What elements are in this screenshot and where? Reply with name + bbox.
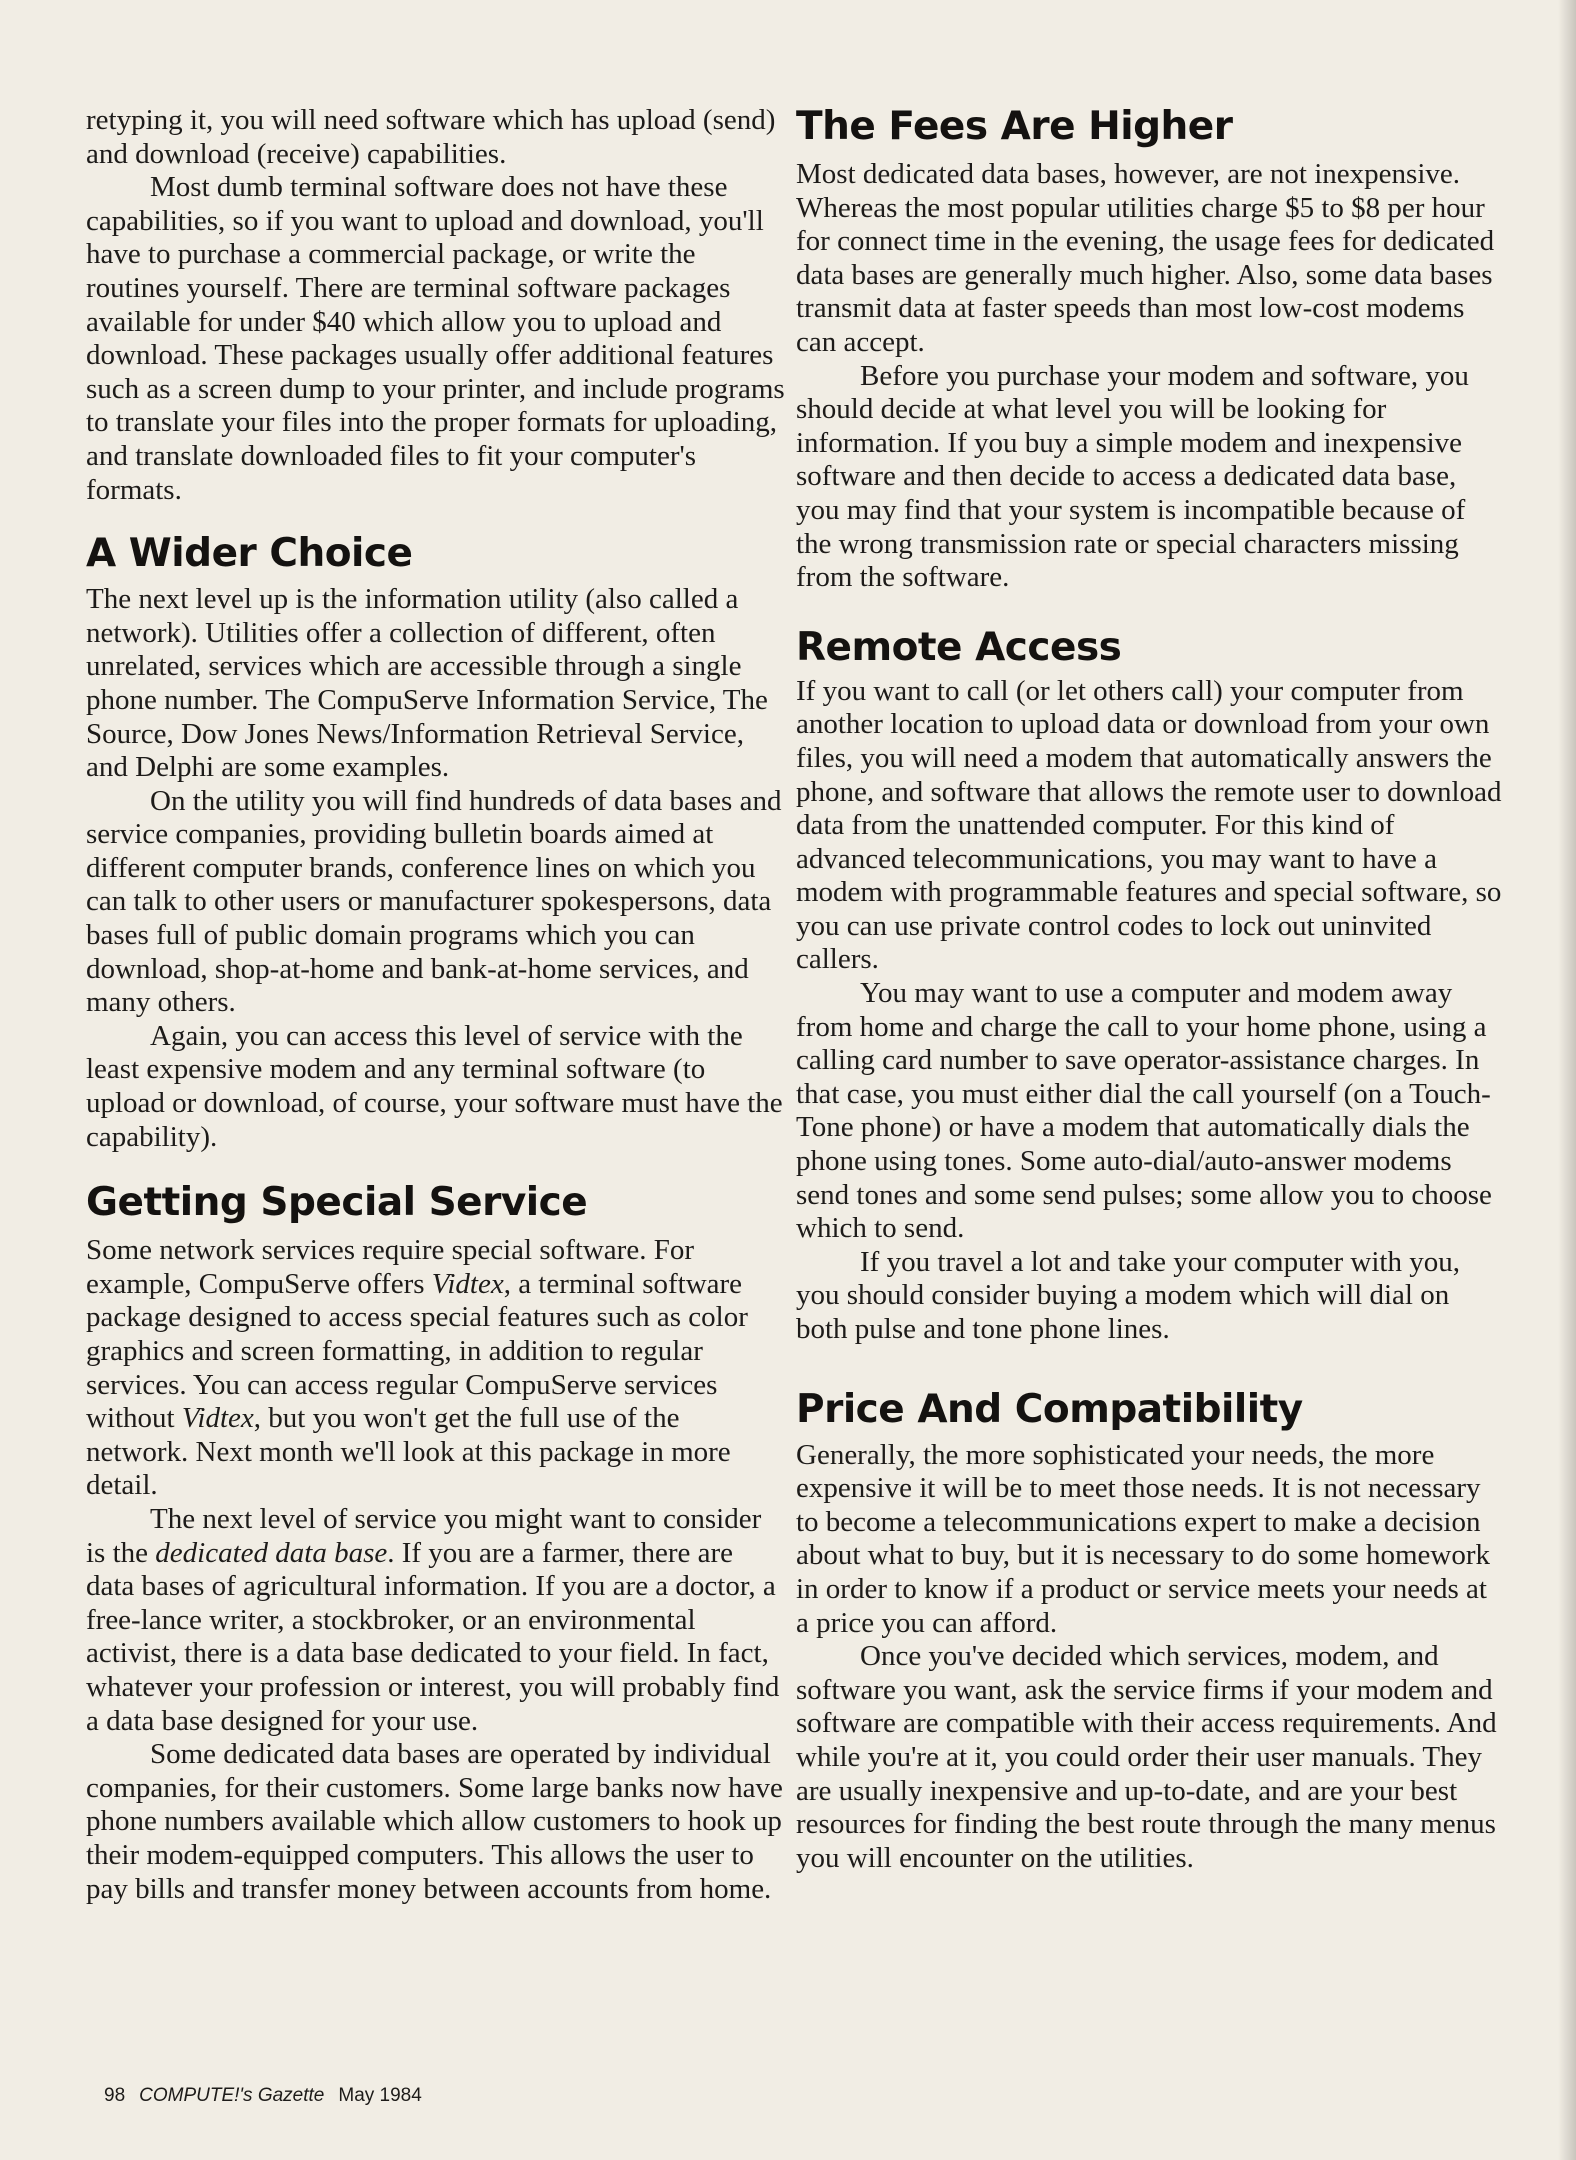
paragraph: Most dedicated data bases, however, are not inexpensive. Whereas the most popular utilities charge $5 to $8 per hour for connect time in the evening, the usage fees for dedicated data bases are generally much higher. Also, some data bases transmit data at faster speeds than most low-cost modems can accept. bbox=[796, 158, 1495, 358]
paragraph: retyping it, you will need software which has upload (send) and download (receive) capabilities. bbox=[86, 104, 776, 170]
paragraph: If you want to call (or let others call) your computer from another location to upload data or download from your own files, you will need a modem that automatically answers the phone, and software that allows the remote user to download data from the unattended computer. For this kind of advanced telecommunications, you may want to have a modem with programmable features and special software, so you can use private control codes to lock out uninvited callers. bbox=[796, 674, 1502, 976]
paragraph: Most dumb terminal software does not have these capabilities, so if you want to upload and download, you'll have to purchase a commercial package, or write the routines yourself. There are terminal software packages available for under $40 which allow you to upload and download. These packages usually offer additional features such as a screen dump to your printer, and include programs to translate your files into the proper formats for uploading, and translate downloaded files to fit your computer's formats. bbox=[86, 171, 785, 506]
section-heading-remote-access: Remote Access bbox=[796, 624, 1122, 670]
paragraph bbox=[86, 1234, 786, 1503]
text-run: The next level of service you might want to consider is the bbox=[86, 1502, 762, 1569]
magazine-name: COMPUTE!'s Gazette bbox=[139, 2085, 325, 2106]
section-heading-getting-special-service: Getting Special Service bbox=[86, 1180, 588, 1226]
text-run: , a terminal software package designed to access special features such as color graphics and screen formatting, in addition to regular services. You can access regular CompuServe services without bbox=[86, 1267, 748, 1435]
italic-term-vidtex: Vidtex bbox=[181, 1402, 254, 1435]
paragraph bbox=[86, 1503, 786, 1738]
left-column bbox=[86, 104, 786, 1906]
page-footer bbox=[104, 2085, 422, 2107]
page-number: 98 bbox=[104, 2085, 126, 2106]
section-heading-a-wider-choice: A Wider Choice bbox=[86, 531, 413, 577]
section-heading-the-fees-are-higher: The Fees Are Higher bbox=[796, 104, 1233, 149]
section-heading-price-and-compatibility: Price And Compatibility bbox=[796, 1386, 1303, 1432]
paragraph: Some dedicated data bases are operated by individual companies, for their customers. Some large banks now have phone numbers available which allow customers to hook up their modem-equipped computers. This allows the user to pay bills and transfer money between accounts from home. bbox=[86, 1738, 783, 1905]
italic-term-dedicated-data-base: dedicated data base bbox=[155, 1536, 388, 1569]
right-column bbox=[796, 104, 1506, 1875]
issue-date: May 1984 bbox=[338, 2085, 422, 2106]
paragraph: Before you purchase your modem and software, you should decide at what level you will be looking for information. If you buy a simple modem and inexpensive software and then decide to access a dedicated data base, you may find that your system is incompatible because of the wrong transmission rate or special characters missing from the software. bbox=[796, 359, 1469, 594]
paragraph: Again, you can access this level of service with the least expensive modem and any terminal software (to upload or download, of course, your software must have the capability). bbox=[86, 1019, 783, 1153]
paragraph: Generally, the more sophisticated your needs, the more expensive it will be to meet those needs. It is not necessary to become a telecommunications expert to make a decision about what to buy, but it is necessary to do some homework in order to know if a product or service meets your needs at a price you can afford. bbox=[796, 1438, 1491, 1639]
text-run: . If you are a farmer, there are data bases of agricultural information. If you are a doctor, a free-lance writer, a stockbroker, or an environmental activist, there is a data base dedicated to your field. In fact, whatever your profession or interest, you will probably find a data base designed for your use. bbox=[86, 1536, 780, 1737]
paragraph: On the utility you will find hundreds of data bases and service companies, providing bulletin boards aimed at different computer brands, conference lines on which you can talk to other users or manufacturer spokespersons, data bases full of public domain programs which you can download, shop-at-home and bank-at-home services, and many others. bbox=[86, 784, 782, 1019]
page-edge-shadow bbox=[1558, 0, 1576, 2160]
text-run: Some network services require special software. For example, CompuServe offers bbox=[86, 1234, 694, 1300]
paragraph: If you travel a lot and take your computer with you, you should consider buying a modem which will dial on both pulse and tone phone lines. bbox=[796, 1245, 1460, 1345]
text-run: , but you won't get the full use of the network. Next month we'll look at this package in more detail. bbox=[86, 1402, 731, 1502]
paragraph: The next level up is the information utility (also called a network). Utilities offer a collection of different, often unrelated, services which are accessible through a single phone number. The CompuServe Information Service, The Source, Dow Jones News/Information Retrieval Service, and Delphi are some examples. bbox=[86, 583, 768, 784]
paragraph: You may want to use a computer and modem away from home and charge the call to your home phone, using a calling card number to save operator-assistance charges. In that case, you must either dial the call yourself (on a Touch-Tone phone) or have a modem that automatically dials the phone using tones. Some auto-dial/auto-answer modems send tones and some send pulses; some allow you to choose which to send. bbox=[796, 977, 1492, 1245]
paragraph: Once you've decided which services, modem, and software you want, ask the service firms if your modem and software are compatible with their access requirements. And while you're at it, you could order their user manuals. They are usually inexpensive and up-to-date, and are your best resources for finding the best route through the many menus you will encounter on the utilities. bbox=[796, 1640, 1497, 1874]
italic-term-vidtex: Vidtex bbox=[431, 1267, 504, 1300]
